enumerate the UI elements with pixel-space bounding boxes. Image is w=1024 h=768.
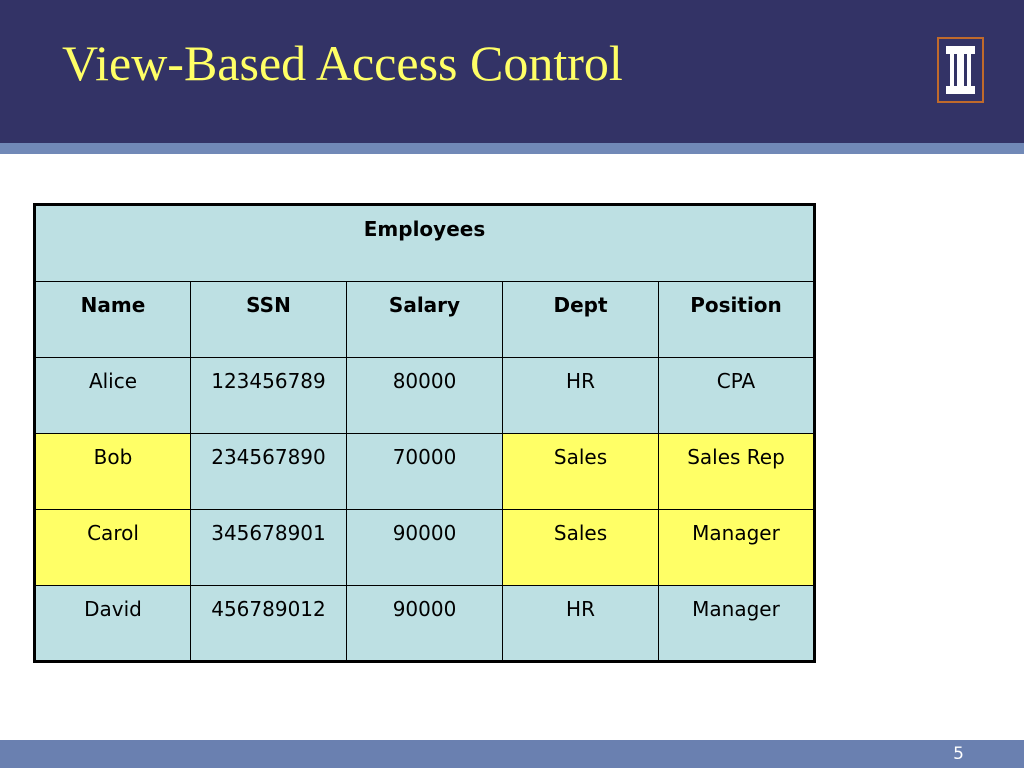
table-row xyxy=(35,510,815,586)
cell-salary: 90000 xyxy=(347,510,503,586)
cell-salary: 90000 xyxy=(347,586,503,662)
employees-table xyxy=(33,203,816,663)
cell-salary: 80000 xyxy=(347,358,503,434)
cell-position: CPA xyxy=(659,358,815,434)
cell-name: Carol xyxy=(35,510,191,586)
table-caption-row xyxy=(35,205,815,282)
slide-header xyxy=(0,0,1024,143)
illinois-column-i-icon xyxy=(937,37,984,103)
slide-title: View-Based Access Control xyxy=(62,35,623,91)
cell-dept: HR xyxy=(503,586,659,662)
cell-salary: 70000 xyxy=(347,434,503,510)
slide-footer xyxy=(0,740,1024,768)
cell-name: Bob xyxy=(35,434,191,510)
table-row xyxy=(35,434,815,510)
cell-position: Manager xyxy=(659,586,815,662)
cell-dept: Sales xyxy=(503,434,659,510)
column-header-position: Position xyxy=(659,282,815,358)
table-row xyxy=(35,586,815,662)
header-stripe xyxy=(0,143,1024,154)
column-header-name: Name xyxy=(35,282,191,358)
column-header-dept: Dept xyxy=(503,282,659,358)
cell-ssn: 345678901 xyxy=(191,510,347,586)
cell-ssn: 234567890 xyxy=(191,434,347,510)
cell-ssn: 123456789 xyxy=(191,358,347,434)
table-row xyxy=(35,358,815,434)
column-header-ssn: SSN xyxy=(191,282,347,358)
cell-position: Manager xyxy=(659,510,815,586)
page-number: 5 xyxy=(953,744,964,764)
table-caption: Employees xyxy=(35,205,815,282)
table-header-row xyxy=(35,282,815,358)
cell-dept: HR xyxy=(503,358,659,434)
cell-name: David xyxy=(35,586,191,662)
column-header-salary: Salary xyxy=(347,282,503,358)
employees-table-wrapper xyxy=(33,203,816,663)
cell-ssn: 456789012 xyxy=(191,586,347,662)
cell-name: Alice xyxy=(35,358,191,434)
cell-dept: Sales xyxy=(503,510,659,586)
cell-position: Sales Rep xyxy=(659,434,815,510)
